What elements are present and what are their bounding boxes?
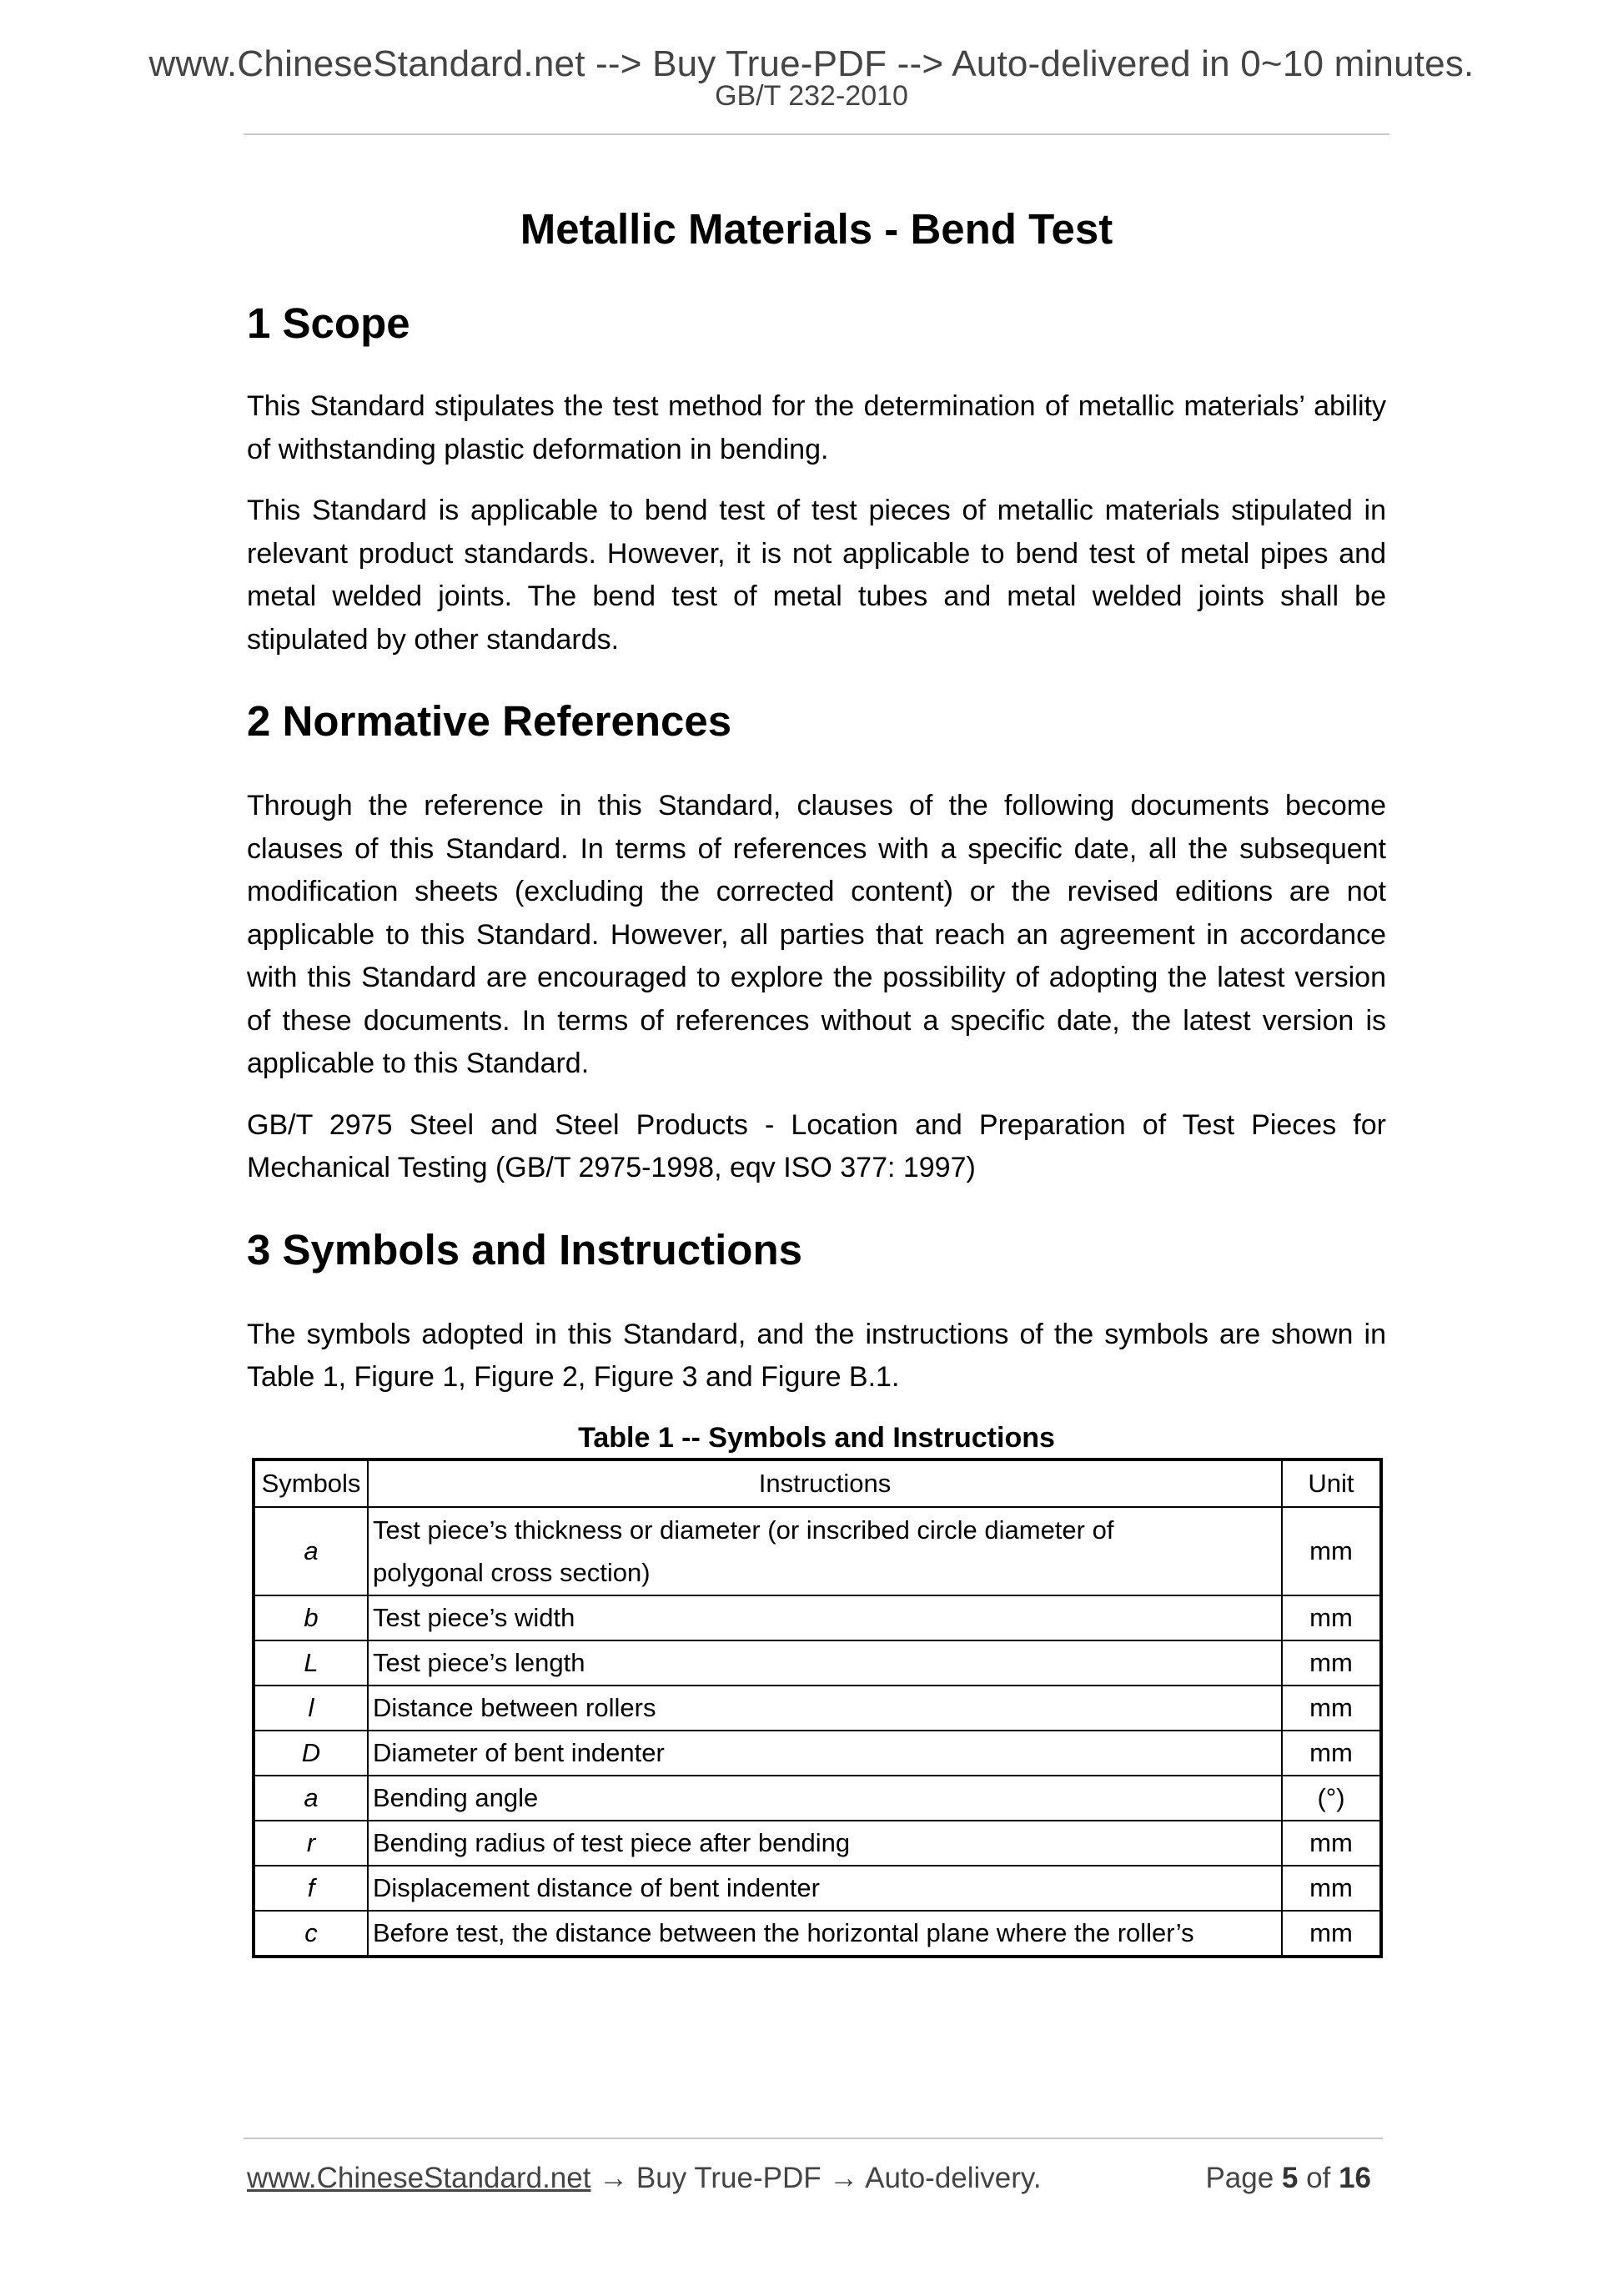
table-row — [254, 1595, 1381, 1640]
instruction-cell: Bending angle — [368, 1776, 1282, 1821]
table-row — [254, 1911, 1381, 1957]
table-row — [254, 1507, 1381, 1595]
table-caption: Table 1 -- Symbols and Instructions — [578, 1421, 1055, 1454]
footer-divider — [244, 2138, 1383, 2139]
section-heading-references: 2 Normative References — [247, 697, 732, 745]
symbol-cell: a — [254, 1507, 368, 1595]
page-label: Page — [1205, 2162, 1274, 2194]
symbol-cell: b — [254, 1595, 368, 1640]
header-divider — [244, 133, 1389, 135]
symbol-cell: r — [254, 1821, 368, 1866]
symbol-cell: l — [254, 1686, 368, 1731]
instruction-cell: Diameter of bent indenter — [368, 1731, 1282, 1776]
instruction-cell: Test piece’s length — [368, 1640, 1282, 1686]
table-row — [254, 1731, 1381, 1776]
section-heading-scope: 1 Scope — [247, 299, 410, 347]
unit-cell: mm — [1282, 1507, 1381, 1595]
symbol-cell: c — [254, 1911, 368, 1957]
instruction-line: Test piece’s thickness or diameter (or inscribed circle diameter of — [373, 1515, 1114, 1545]
unit-cell: mm — [1282, 1595, 1381, 1640]
symbol-cell: L — [254, 1640, 368, 1686]
unit-cell: mm — [1282, 1686, 1381, 1731]
table-row — [254, 1821, 1381, 1866]
unit-cell: (°) — [1282, 1776, 1381, 1821]
top-banner: www.ChineseStandard.net --> Buy True-PDF --> Auto-delivered in 0~10 minutes. — [148, 43, 1475, 84]
header-symbols: Symbols — [254, 1459, 368, 1507]
unit-cell: mm — [1282, 1866, 1381, 1911]
page-current: 5 — [1281, 2162, 1299, 2194]
page-total: 16 — [1339, 2162, 1371, 2194]
table-header-row — [254, 1459, 1381, 1507]
instruction-cell: Before test, the distance between the horizontal plane where the roller’s — [368, 1911, 1282, 1957]
unit-cell: mm — [1282, 1821, 1381, 1866]
table-row — [254, 1640, 1381, 1686]
unit-cell: mm — [1282, 1731, 1381, 1776]
instruction-cell: Bending radius of test piece after bending — [368, 1821, 1282, 1866]
symbol-cell: a — [254, 1776, 368, 1821]
section-heading-symbols: 3 Symbols and Instructions — [247, 1225, 802, 1274]
instruction-line: polygonal cross section) — [373, 1557, 651, 1587]
table-row — [254, 1866, 1381, 1911]
standard-code: GB/T 232-2010 — [715, 80, 908, 112]
symbol-cell: D — [254, 1731, 368, 1776]
scope-paragraph-1: This Standard stipulates the test method for the determination of metallic materials’ ability of withstanding plastic deformation in bending. — [247, 390, 1386, 465]
page-content — [247, 198, 1386, 1958]
references-paragraph-2: GB/T 2975 Steel and Steel Products - Location and Preparation of Test Pieces for Mechanical Testing (GB/T 2975-1998, eqv ISO 377: 1997) — [247, 1108, 1386, 1183]
instruction-cell: Displacement distance of bent indenter — [368, 1866, 1282, 1911]
symbols-table — [252, 1458, 1383, 1958]
symbols-paragraph-1: The symbols adopted in this Standard, and the instructions of the symbols are shown in Table 1, Figure 1, Figure 2, Figure 3 and Figure B.1. — [247, 1318, 1386, 1393]
symbol-cell: f — [254, 1866, 368, 1911]
header-instructions: Instructions — [368, 1459, 1282, 1507]
table-row — [254, 1776, 1381, 1821]
instruction-cell: Test piece’s width — [368, 1595, 1282, 1640]
page-footer — [247, 2158, 1378, 2198]
instruction-cell: Distance between rollers — [368, 1686, 1282, 1731]
page-of-label: of — [1306, 2162, 1331, 2194]
unit-cell: mm — [1282, 1640, 1381, 1686]
references-paragraph-1: Through the reference in this Standard, clauses of the following documents become clauses of this Standard. In terms of references with a specific date, all the subsequent modification sheets (excluding the corrected content) or the revised editions are not applicable to this Standard. However, all parties that reach an agreement in accordance with this Standard are encouraged to explore the possibility of adopting the latest version of these documents. In terms of references without a specific date, the latest version is applicable to this Standard. — [247, 790, 1386, 1079]
table-row — [254, 1686, 1381, 1731]
footer-buy-text: → Buy True-PDF → Auto-delivery. — [590, 2162, 1042, 2194]
unit-cell: mm — [1282, 1911, 1381, 1957]
document-title: Metallic Materials - Bend Test — [520, 205, 1113, 253]
instruction-cell — [368, 1507, 1282, 1595]
page-indicator — [1205, 2158, 1371, 2198]
footer-site-link[interactable]: www.ChineseStandard.net — [247, 2162, 591, 2194]
scope-paragraph-2: This Standard is applicable to bend test of test pieces of metallic materials stipulated in relevant product standards. However, it is not applicable to bend test of metal pipes and metal welded joints. The bend test of metal tubes and metal welded joints shall be stipulated by other standards. — [247, 495, 1386, 656]
header-unit: Unit — [1282, 1459, 1381, 1507]
